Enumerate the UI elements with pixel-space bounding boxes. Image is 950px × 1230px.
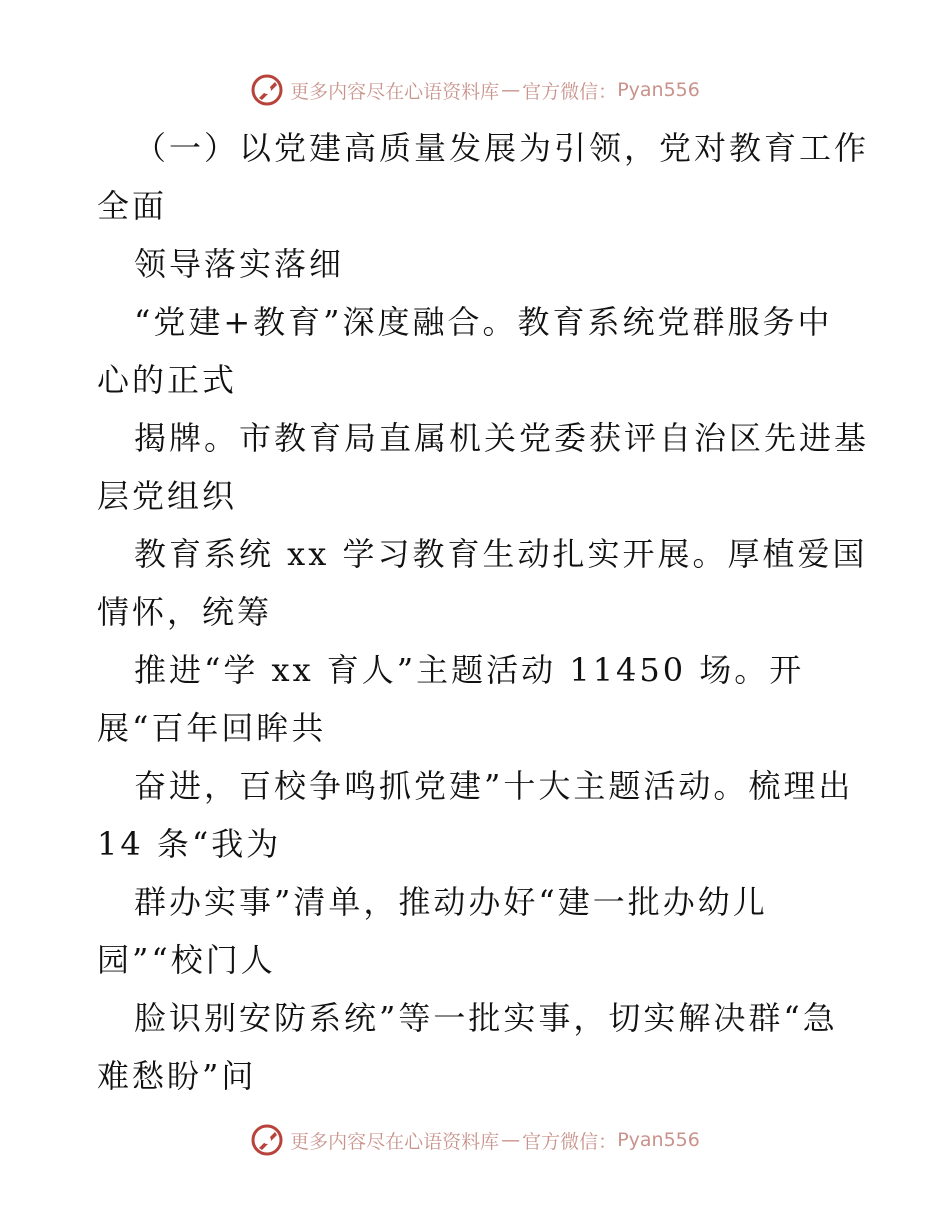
banner-wechat-label: 官方微信： <box>522 80 618 103</box>
banner-text: 更多内容尽在心语资料库 <box>290 1130 500 1153</box>
text-line-4: “党建+教育”深度融合。教育系统党群服务中 <box>134 303 833 341</box>
header-watermark-banner <box>0 70 950 110</box>
banner-text: 更多内容尽在心语资料库 <box>290 80 500 103</box>
banner-wechat-label: 官方微信： <box>522 1130 618 1153</box>
text-line-2: 全面 <box>97 187 168 225</box>
text-line-10: 推进“学 xx 育人”主题活动 11450 场。开 <box>134 651 805 689</box>
banner-dash: — <box>501 79 521 101</box>
quill-logo-icon <box>250 1123 284 1157</box>
text-line-11: 展“百年回眸共 <box>97 709 327 747</box>
text-line-9: 情怀，统筹 <box>97 593 273 631</box>
text-line-7: 层党组织 <box>97 477 238 515</box>
text-line-16: 脸识别安防系统”等一批实事，切实解决群“急 <box>134 999 838 1037</box>
text-line-13: 14 条“我为 <box>97 825 282 863</box>
banner-dash: — <box>501 1129 521 1151</box>
text-line-14: 群办实事”清单，推动办好“建一批办幼儿 <box>134 883 768 921</box>
quill-logo-icon <box>250 73 284 107</box>
text-line-12: 奋进，百校争鸣抓党建”十大主题活动。梳理出 <box>134 767 854 805</box>
banner-wechat-id: Pyan556 <box>617 1129 700 1151</box>
text-line-6: 揭牌。市教育局直属机关党委获评自治区先进基 <box>134 419 870 457</box>
banner-wechat-id: Pyan556 <box>617 79 700 101</box>
text-line-17: 难愁盼”问 <box>97 1057 257 1095</box>
text-line-15: 园”“校门人 <box>97 941 276 979</box>
text-line-3: 领导落实落细 <box>134 245 345 283</box>
text-line-8: 教育系统 xx 学习教育生动扎实开展。厚植爱国 <box>134 535 868 573</box>
text-line-1: （一）以党建高质量发展为引领，党对教育工作 <box>134 129 870 167</box>
text-line-5: 心的正式 <box>97 361 238 399</box>
footer-watermark-banner <box>0 1120 950 1160</box>
